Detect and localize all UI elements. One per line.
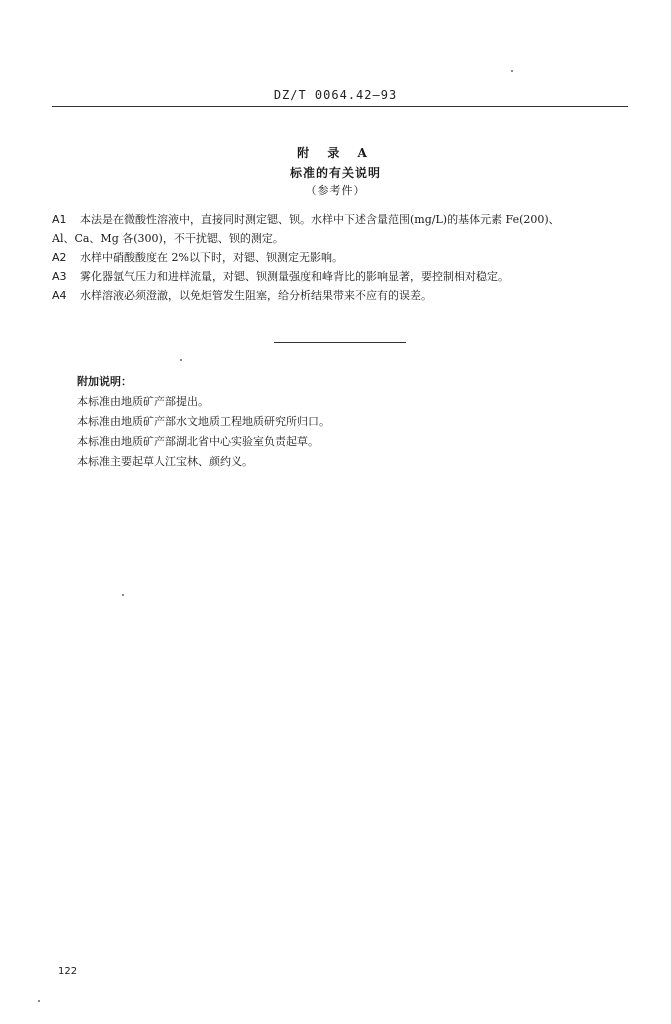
additional-notes bbox=[77, 372, 577, 472]
scan-speck bbox=[180, 359, 182, 361]
item-text: 水样溶液必须澄澈，以免炬管发生阻塞，给分析结果带来不应有的误差。 bbox=[80, 289, 432, 302]
section-divider bbox=[274, 342, 406, 343]
item-text-continuation: Al、Ca、Mg 各(300)，不干扰锶、钡的测定。 bbox=[52, 232, 284, 245]
additional-notes-title: 附加说明： bbox=[77, 375, 132, 388]
header-rule bbox=[52, 106, 628, 107]
item-code: A1 bbox=[52, 213, 67, 226]
item-a4 bbox=[52, 286, 632, 305]
additional-note-line: 本标准由地质矿产部水文地质工程地质研究所归口。 bbox=[77, 415, 330, 428]
item-text: 水样中硝酸酸度在 2%以下时，对锶、钡测定无影响。 bbox=[80, 251, 343, 264]
appendix-title: 附 录 A bbox=[297, 146, 374, 160]
appendix-items bbox=[52, 210, 632, 305]
additional-note-line: 本标准由地质矿产部湖北省中心实验室负责起草。 bbox=[77, 435, 319, 448]
item-a3 bbox=[52, 267, 632, 286]
scan-speck bbox=[38, 1000, 40, 1002]
additional-note-line: 本标准由地质矿产部提出。 bbox=[77, 395, 209, 408]
item-a1-continuation bbox=[52, 229, 632, 248]
additional-note-line: 本标准主要起草人江宝林、颜约义。 bbox=[77, 455, 253, 468]
item-text: 雾化器氩气压力和进样流量，对锶、钡测量强度和峰背比的影响显著，要控制相对稳定。 bbox=[80, 270, 509, 283]
item-a2 bbox=[52, 248, 632, 267]
scan-speck bbox=[122, 594, 124, 596]
appendix-note: （参考件） bbox=[305, 184, 366, 197]
item-a1 bbox=[52, 210, 632, 229]
scan-speck bbox=[511, 70, 513, 72]
item-code: A2 bbox=[52, 251, 67, 264]
page-number: 122 bbox=[58, 966, 78, 977]
standard-code-header: DZ/T 0064.42—93 bbox=[273, 88, 398, 102]
appendix-subtitle: 标准的有关说明 bbox=[289, 166, 381, 180]
item-code: A3 bbox=[52, 270, 67, 283]
item-text: 本法是在微酸性溶液中，直接同时测定锶、钡。水样中下述含量范围(mg/L)的基体元素 Fe(200)、 bbox=[80, 213, 560, 226]
item-code: A4 bbox=[52, 289, 67, 302]
